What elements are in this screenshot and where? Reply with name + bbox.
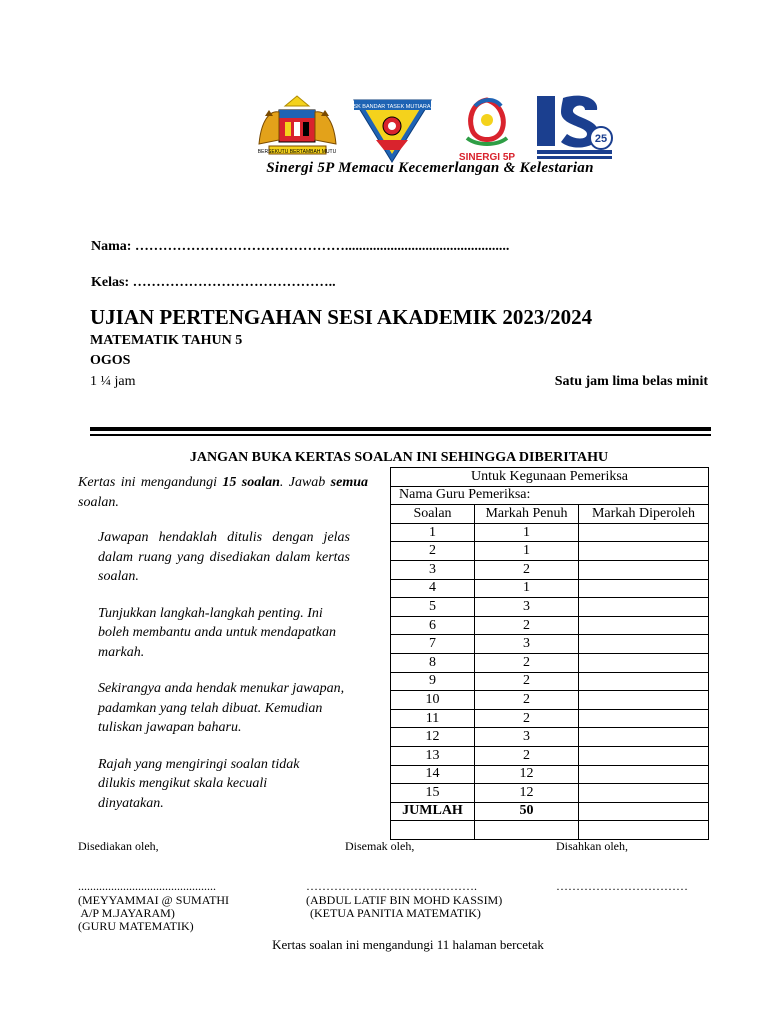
- full-marks: 2: [475, 560, 579, 579]
- total-obtained-cell[interactable]: [579, 802, 709, 821]
- question-number: 14: [391, 765, 475, 784]
- intro-all: semua: [330, 475, 368, 490]
- full-marks: 1: [475, 523, 579, 542]
- student-name-field[interactable]: Nama: ………………………………………...............................................: [91, 239, 510, 254]
- question-number: 6: [391, 616, 475, 635]
- examiner-name-cell[interactable]: Nama Guru Pemeriksa:: [391, 486, 709, 505]
- school-crest-logo: [350, 92, 435, 164]
- header-full-marks: Markah Penuh: [475, 505, 579, 524]
- marks-row: [391, 579, 709, 598]
- full-marks: 3: [475, 635, 579, 654]
- school-motto: Sinergi 5P Memacu Kecemerlangan & Kelestarian: [266, 160, 594, 176]
- instruction-item: Rajah yang mengiringi soalan tidak dilukis mengikut skala kecuali dinyatakan.: [98, 756, 300, 811]
- marks-obtained-cell[interactable]: [579, 635, 709, 654]
- instruction-item: Jawapan hendaklah ditulis dengan jelas dalam ruang yang disediakan dalam kertas soalan.: [98, 530, 350, 584]
- exam-duration: 1 ¼ jam: [90, 374, 136, 389]
- instruction-item: Tunjukkan langkah-langkah penting. Ini boleh membantu anda untuk mendapatkan markah.: [98, 605, 336, 660]
- marks-row: [391, 560, 709, 579]
- question-number: 15: [391, 784, 475, 803]
- checked-by-name: [306, 894, 502, 920]
- intro-mid: . Jawab: [279, 475, 331, 490]
- prepared-by-label: Disediakan oleh,: [78, 839, 159, 853]
- total-value: 50: [475, 802, 579, 821]
- marks-row: [391, 672, 709, 691]
- full-marks: 3: [475, 728, 579, 747]
- approved-by-signature-line: ……………………………: [556, 879, 688, 893]
- intro-post: soalan.: [78, 494, 119, 510]
- full-marks: 3: [475, 598, 579, 617]
- marks-row: [391, 542, 709, 561]
- exam-duration-words: Satu jam lima belas minit: [554, 374, 708, 389]
- question-number: 5: [391, 598, 475, 617]
- marks-obtained-cell[interactable]: [579, 672, 709, 691]
- marks-obtained-cell[interactable]: [579, 784, 709, 803]
- full-marks: 2: [475, 691, 579, 710]
- marks-obtained-cell[interactable]: [579, 560, 709, 579]
- instructions-intro: [78, 473, 368, 512]
- marks-row: [391, 691, 709, 710]
- marks-obtained-cell[interactable]: [579, 616, 709, 635]
- marks-row: [391, 616, 709, 635]
- marks-row: [391, 598, 709, 617]
- sinergi-5p-logo: [453, 92, 521, 164]
- marks-row: [391, 784, 709, 803]
- malaysia-coat-of-arms-logo: [255, 92, 340, 164]
- approved-by-label: Disahkan oleh,: [556, 839, 628, 853]
- intro-text: Kertas ini mengandungi: [78, 475, 223, 490]
- full-marks: 2: [475, 616, 579, 635]
- full-marks: 1: [475, 579, 579, 598]
- question-number: 9: [391, 672, 475, 691]
- question-number: 2: [391, 542, 475, 561]
- question-number: 4: [391, 579, 475, 598]
- exam-month: OGOS: [90, 353, 131, 368]
- marks-row: [391, 728, 709, 747]
- marks-row: [391, 523, 709, 542]
- marks-row: [391, 765, 709, 784]
- total-label: JUMLAH: [391, 802, 475, 821]
- checked-by-signature-line: …………………………………….: [306, 879, 477, 893]
- prepared-by-position: (GURU MATEMATIK): [78, 919, 194, 933]
- marks-obtained-cell[interactable]: [579, 709, 709, 728]
- checked-by-label: Disemak oleh,: [345, 839, 415, 853]
- prepared-by-name-1: (MEYYAMMAI @ SUMATHI: [78, 893, 230, 907]
- examiner-marks-table: [390, 467, 709, 840]
- question-number: 3: [391, 560, 475, 579]
- sinergi-caption: SINERGI 5P: [458, 152, 516, 163]
- full-marks: 2: [475, 746, 579, 765]
- full-marks: 2: [475, 653, 579, 672]
- prepared-by-name-2: A/P M.JAYARAM): [78, 906, 175, 920]
- instruction-item: Sekirangya anda hendak menukar jawapan, padamkan yang telah dibuat. Kemudian tuliskan jawapan baharu.: [98, 681, 345, 735]
- marks-obtained-cell[interactable]: [579, 746, 709, 765]
- crest-caption: SK BANDAR TASEK MUTIARA: [353, 104, 431, 110]
- marks-obtained-cell[interactable]: [579, 523, 709, 542]
- empty-cell: [391, 821, 475, 840]
- full-marks: 2: [475, 709, 579, 728]
- marks-row: [391, 746, 709, 765]
- marks-row: [391, 653, 709, 672]
- marks-obtained-cell[interactable]: [579, 542, 709, 561]
- full-marks: 12: [475, 784, 579, 803]
- exam-title: UJIAN PERTENGAHAN SESI AKADEMIK 2023/2024: [90, 305, 593, 329]
- marks-obtained-cell[interactable]: [579, 598, 709, 617]
- empty-cell: [475, 821, 579, 840]
- marks-obtained-cell[interactable]: [579, 579, 709, 598]
- table-title: Untuk Kegunaan Pemeriksa: [391, 468, 709, 487]
- header-marks-obtained: Markah Diperoleh: [579, 505, 709, 524]
- warning-text: JANGAN BUKA KERTAS SOALAN INI SEHINGGA DIBERITAHU: [189, 450, 609, 465]
- marks-obtained-cell[interactable]: [579, 691, 709, 710]
- question-number: 12: [391, 728, 475, 747]
- prepared-by-name: [78, 894, 229, 933]
- examiner-marks-table-wrapper: [390, 467, 709, 840]
- prepared-by-signature-line: ..............................................: [78, 879, 216, 893]
- header-question: Soalan: [391, 505, 475, 524]
- exam-subject: MATEMATIK TAHUN 5: [90, 333, 243, 348]
- question-number: 10: [391, 691, 475, 710]
- instructions-panel: [78, 473, 368, 813]
- anniversary-number: 25: [594, 133, 608, 145]
- question-number: 8: [391, 653, 475, 672]
- marks-rows: [391, 523, 709, 802]
- full-marks: 1: [475, 542, 579, 561]
- page-count-footer: Kertas soalan ini mengandungi 11 halaman bercetak: [272, 937, 544, 952]
- district-education-logo: [533, 92, 618, 164]
- coat-of-arms-caption: BERSEKUTU BERTAMBAH MUTU: [257, 149, 337, 155]
- full-marks: 12: [475, 765, 579, 784]
- marks-obtained-cell[interactable]: [579, 765, 709, 784]
- checked-by-position: (KETUA PANITIA MATEMATIK): [310, 906, 481, 920]
- marks-obtained-cell[interactable]: [579, 728, 709, 747]
- question-number: 1: [391, 523, 475, 542]
- question-number: 11: [391, 709, 475, 728]
- separator-thin: [90, 434, 711, 436]
- checked-by-name-1: (ABDUL LATIF BIN MOHD KASSIM): [306, 893, 503, 907]
- empty-cell: [579, 821, 709, 840]
- separator-thick: [90, 427, 711, 431]
- question-number: 13: [391, 746, 475, 765]
- marks-row: [391, 635, 709, 654]
- student-class-field[interactable]: Kelas: ……………………………………..: [91, 275, 336, 290]
- intro-count: 15 soalan: [222, 475, 280, 490]
- marks-obtained-cell[interactable]: [579, 653, 709, 672]
- full-marks: 2: [475, 672, 579, 691]
- marks-row: [391, 709, 709, 728]
- question-number: 7: [391, 635, 475, 654]
